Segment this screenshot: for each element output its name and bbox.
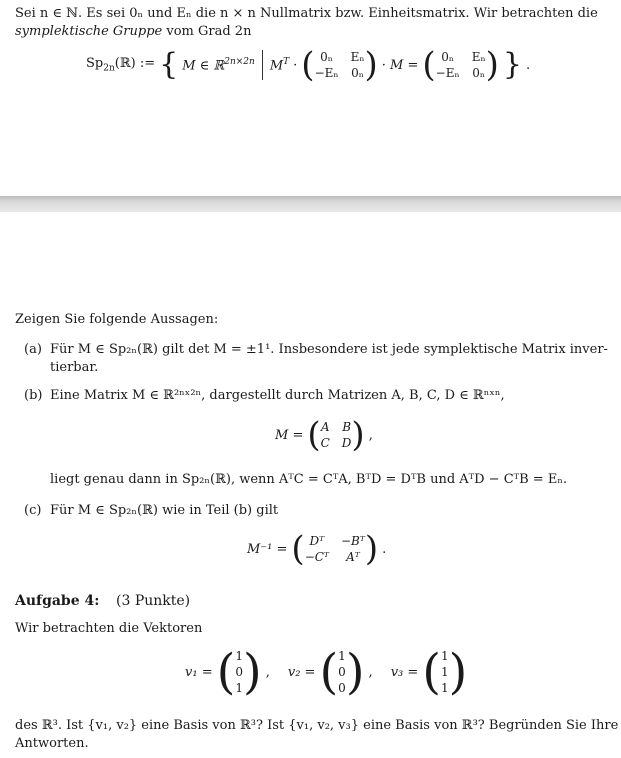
paren-right: ) <box>485 45 499 85</box>
v3-vector <box>422 644 468 700</box>
set-open-brace: { <box>159 47 179 82</box>
matrix-cell: C <box>320 436 330 450</box>
v3-entries <box>441 649 449 695</box>
def-member-text: M ∈ ℝ <box>182 58 225 74</box>
item-c-matrix <box>247 529 387 569</box>
item-a-line-2: tierbar. <box>50 360 99 375</box>
def-lhs <box>86 56 155 74</box>
c-matrix-end: . <box>382 541 387 557</box>
matrix-cell: Eₙ <box>471 50 486 64</box>
b-block-matrix-grid <box>321 420 352 450</box>
vector-entry: 1 <box>338 649 346 663</box>
paren-right: ) <box>351 415 365 455</box>
paren-right: ) <box>345 644 365 700</box>
intro-italic-term: symplektische Gruppe <box>15 24 163 39</box>
vectors-row <box>185 644 468 700</box>
matrix-cell: −Cᵀ <box>304 550 329 564</box>
c-inverse-matrix <box>291 529 379 569</box>
matrix-cell: 0ₙ <box>351 66 364 80</box>
matrix-cell: 0ₙ <box>472 66 486 80</box>
def-lhs-sub: 2n <box>103 63 115 74</box>
definition-formula <box>86 45 531 85</box>
v2-sep: , <box>368 664 373 680</box>
item-a-line-1: Für M ∈ Sp₂ₙ(ℝ) gilt det M = ±1¹. Insbesondere ist jede symplektische Matrix inver- <box>50 342 608 357</box>
vector-entry: 1 <box>441 649 449 663</box>
vector-entry: 0 <box>338 665 346 679</box>
matrix-j-right-grid <box>436 50 486 80</box>
item-c-label: (c) <box>24 503 42 518</box>
intro-line-2-rest: vom Grad 2n <box>162 24 252 39</box>
paren-left: ( <box>291 529 305 569</box>
item-b-line-2: liegt genau dann in Sp₂ₙ(ℝ), wenn AᵀC = CᵀA, BᵀD = DᵀB und AᵀD − CᵀB = Eₙ. <box>50 472 568 487</box>
v1-entries <box>235 649 243 695</box>
paren-left: ( <box>319 644 339 700</box>
task4-intro: Wir betrachten die Vektoren <box>15 621 203 636</box>
matrix-j-left-grid <box>315 50 365 80</box>
paren-right: ) <box>364 529 379 569</box>
paren-right: ) <box>242 644 262 700</box>
matrix-cell: Eₙ <box>350 50 365 64</box>
def-lhs-arg: (ℝ) := <box>114 56 156 72</box>
item-a-label: (a) <box>24 342 42 357</box>
v1-label: v₁ = <box>185 664 213 680</box>
item-c-line-1: Für M ∈ Sp₂ₙ(ℝ) wie in Teil (b) gilt <box>50 503 279 518</box>
def-member <box>182 57 255 73</box>
page-separator <box>0 196 621 212</box>
paren-right: ) <box>448 644 468 700</box>
item-b-matrix <box>275 415 373 455</box>
c-matrix-lhs: M⁻¹ = <box>247 541 288 557</box>
matrix-j-right <box>422 45 499 85</box>
c-inverse-matrix-grid <box>305 534 365 564</box>
def-dot: · <box>293 57 298 73</box>
paren-left: ( <box>216 644 236 700</box>
paren-left: ( <box>422 45 436 85</box>
matrix-j-left <box>301 45 378 85</box>
paren-right: ) <box>364 45 378 85</box>
b-matrix-end: , <box>368 427 373 443</box>
task4-title: Aufgabe 4: <box>15 593 100 609</box>
def-cond-m-text: M <box>269 58 284 74</box>
vector-entry: 1 <box>441 681 449 695</box>
page-bottom <box>0 212 621 758</box>
paren-left: ( <box>307 415 321 455</box>
matrix-cell: 0ₙ <box>320 50 333 64</box>
intro-line-2 <box>15 24 251 39</box>
matrix-cell: −Eₙ <box>314 66 339 80</box>
def-end: . <box>526 57 531 73</box>
v2-vector <box>319 644 365 700</box>
task4-points: (3 Punkte) <box>116 593 191 609</box>
intro-line-1: Sei n ∈ ℕ. Es sei 0ₙ und Eₙ die n × n Nullmatrix bzw. Einheitsmatrix. Wir betrachten die <box>15 6 598 21</box>
matrix-cell: Dᵀ <box>309 534 325 548</box>
paren-left: ( <box>301 45 315 85</box>
vector-entry: 1 <box>235 681 243 695</box>
def-cond-m <box>270 57 289 73</box>
def-member-sup: 2n×2n <box>224 56 255 67</box>
page-top <box>0 0 621 196</box>
v1-vector <box>216 644 262 700</box>
b-block-matrix <box>307 415 365 455</box>
task4-question-line-2: Antworten. <box>15 736 89 751</box>
vector-entry: 1 <box>441 665 449 679</box>
b-matrix-lhs: M = <box>275 427 304 443</box>
matrix-cell: B <box>342 420 352 434</box>
matrix-cell: A <box>320 420 330 434</box>
vector-entry: 1 <box>235 649 243 663</box>
task4-question-line-1: des ℝ³. Ist {v₁, v₂} eine Basis von ℝ³? Ist {v₁, v₂, v₃} eine Basis von ℝ³? Begründen Sie Ihre <box>15 718 619 733</box>
matrix-cell: D <box>341 436 352 450</box>
matrix-cell: Aᵀ <box>346 550 360 564</box>
v1-sep: , <box>265 664 270 680</box>
matrix-cell: 0ₙ <box>441 50 455 64</box>
v3-label: v₃ = <box>390 664 419 680</box>
item-b-line-1: Eine Matrix M ∈ ℝ²ⁿˣ²ⁿ, dargestellt durch Matrizen A, B, C, D ∈ ℝⁿˣⁿ, <box>50 388 505 403</box>
exercise-prompt: Zeigen Sie folgende Aussagen: <box>15 312 219 327</box>
set-divider <box>262 50 263 80</box>
vector-entry: 0 <box>235 665 243 679</box>
vector-entry: 0 <box>338 681 346 695</box>
def-cond-sup: T <box>283 56 290 67</box>
v2-entries <box>338 649 346 695</box>
matrix-cell: −Eₙ <box>435 66 460 80</box>
v2-label: v₂ = <box>287 664 316 680</box>
def-mid: · M = <box>381 57 419 73</box>
def-lhs-sp: Sp <box>86 56 104 72</box>
set-close-brace: } <box>502 47 522 82</box>
paren-left: ( <box>422 644 442 700</box>
item-b-label: (b) <box>24 388 43 403</box>
matrix-cell: −Bᵀ <box>340 534 365 548</box>
